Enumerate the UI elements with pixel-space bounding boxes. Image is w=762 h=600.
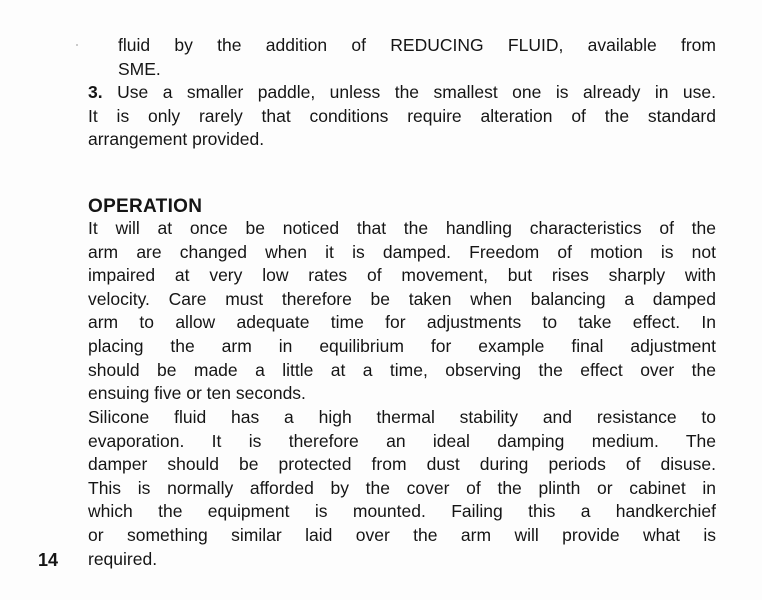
text-line: damper should be protected from dust during periods of disuse. [88,454,716,475]
text-line: or something similar laid over the arm will provide what is [88,524,716,545]
text-line: should be made a little at a time, observing the effect over the [88,359,716,380]
item-text: Use a smaller paddle, unless the smallest one is already in use. [117,82,716,102]
text-line: evaporation. It is therefore an ideal damping medium. The [88,430,716,451]
text-line: ensuing five or ten seconds. [88,383,306,404]
text-line: Silicone fluid has a high thermal stability and resistance to [88,407,716,427]
text-line: This is normally afforded by the cover of the plinth or cabinet in [88,477,716,498]
text-line: arm are changed when it is damped. Freedom of motion is not [88,241,716,262]
operation-paragraph-1 [88,217,716,406]
text-line: It is only rarely that conditions require alteration of the standard [88,105,716,126]
text-line: velocity. Care must therefore be taken when balancing a damped [88,288,716,309]
item-number: 3. [88,82,103,102]
operation-paragraph-2 [88,406,716,571]
scan-speck [76,44,78,46]
text-line: impaired at very low rates of movement, but rises sharply with [88,265,716,286]
text-line: which the equipment is mounted. Failing this a handkerchief [88,501,716,522]
text-line: fluid by the addition of REDUCING FLUID, available from [118,35,716,55]
section-heading: OPERATION [88,196,203,217]
text-line: placing the arm in equilibrium for example final adjustment [88,335,716,356]
text-line: It will at once be noticed that the handling characteristics of the [88,218,716,238]
text-line [88,81,716,105]
text-line: arm to allow adequate time for adjustments to take effect. In [88,312,716,333]
continued-paragraph [88,34,716,81]
page-number: 14 [38,550,59,570]
text-line: SME. [118,58,161,79]
list-item-3 [88,81,716,152]
text-line: arrangement provided. [88,129,265,150]
text-line: required. [88,548,158,569]
